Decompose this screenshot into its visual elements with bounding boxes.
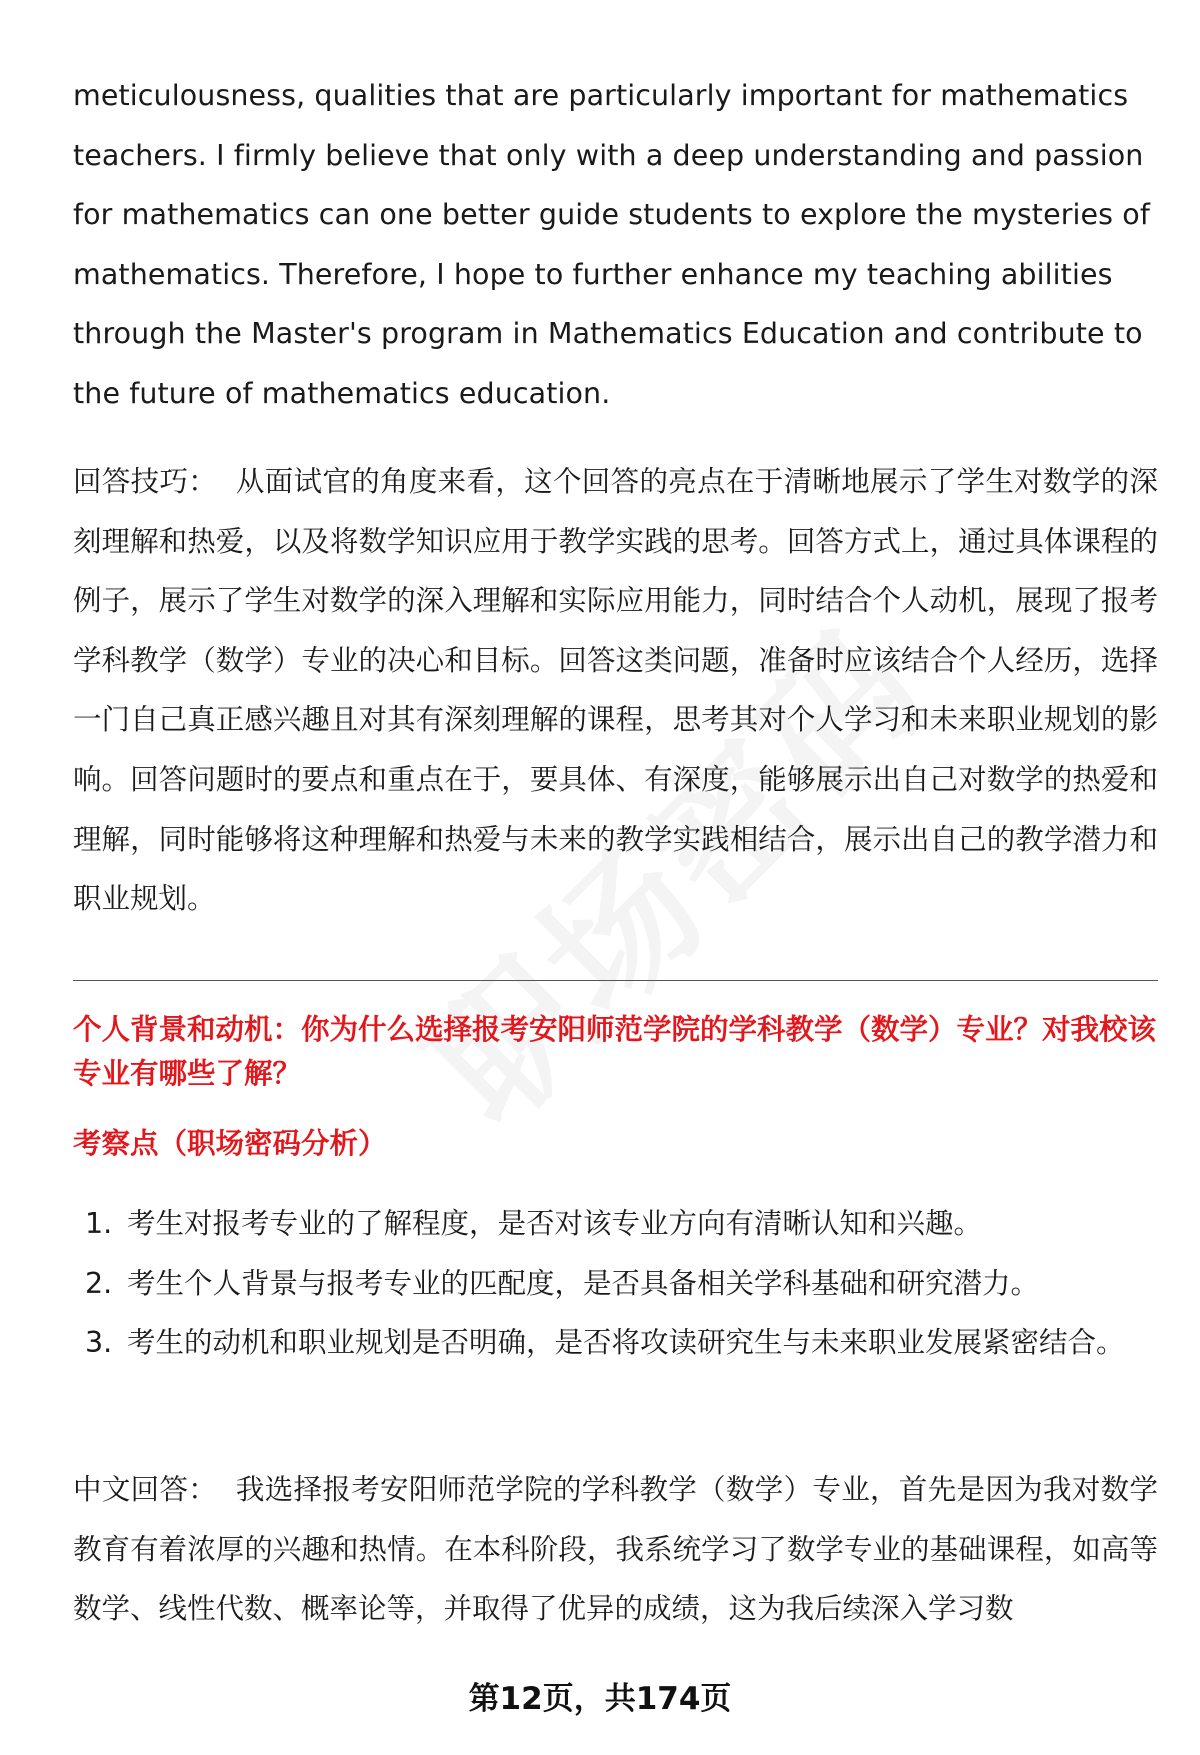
page-number-footer: 第12页，共174页 bbox=[468, 1681, 732, 1717]
list-item-number: 2. bbox=[85, 1266, 113, 1300]
interview-question-heading: 个人背景和动机：你为什么选择报考安阳师范学院的学科教学（数学）专业？对我校该专业有哪些了解？ bbox=[73, 1013, 1157, 1090]
answer-tip-text: 从面试官的角度来看，这个回答的亮点在于清晰地展示了学生对数学的深刻理解和热爱，以及将数学知识应用于教学实践的思考。回答方式上，通过具体课程的例子，展示了学生对数学的深入理解和实际应用能力，同时结合个人动机，展现了报考学科教学（数学）专业的决心和目标。回答这类问题，准备时应该结合个人经历，选择一门自己真正感兴趣且对其有深刻理解的课程，思考其对个人学习和未来职业规划的影响。回答问题时的要点和重点在于，要具体、有深度，能够展示出自己对数学的热爱和理解，同时能够将这种理解和热爱与未来的教学实践相结合，展示出自己的教学潜力和职业规划。 bbox=[73, 465, 1158, 916]
assessment-points-list bbox=[73, 1194, 1158, 1373]
list-item bbox=[73, 1194, 1158, 1254]
list-item-number: 1. bbox=[85, 1207, 113, 1240]
list-item-text: 考生对报考专业的了解程度，是否对该专业方向有清晰认知和兴趣。 bbox=[127, 1207, 983, 1240]
answer-tip-paragraph bbox=[73, 452, 1158, 929]
list-item bbox=[73, 1313, 1158, 1373]
answer-tip-label: 回答技巧： bbox=[73, 465, 218, 498]
english-answer-paragraph: meticulousness, qualities that are particularly important for mathematics teachers. I firmly believe that only with a deep understanding and passion for mathematics can one better guide students to explore the mysteries of mathematics. Therefore, I hope to further enhance my teaching abilities through the Master's program in Mathematics Education and contribute to the future of mathematics education. bbox=[73, 79, 1150, 410]
chinese-answer-paragraph bbox=[73, 1460, 1158, 1639]
list-item-number: 3. bbox=[85, 1326, 113, 1359]
chinese-answer-text: 我选择报考安阳师范学院的学科教学（数学）专业，首先是因为我对数学教育有着浓厚的兴趣和热情。在本科阶段，我系统学习了数学专业的基础课程，如高等数学、线性代数、概率论等，并取得了优异的成绩，这为我后续深入学习数 bbox=[73, 1473, 1158, 1625]
assessment-points-heading: 考察点（职场密码分析） bbox=[73, 1127, 387, 1160]
section-divider bbox=[73, 980, 1158, 981]
list-item-text: 考生的动机和职业规划是否明确，是否将攻读研究生与未来职业发展紧密结合。 bbox=[127, 1326, 1125, 1359]
list-item bbox=[73, 1254, 1158, 1314]
list-item-text: 考生个人背景与报考专业的匹配度，是否具备相关学科基础和研究潜力。 bbox=[127, 1266, 1040, 1300]
chinese-answer-label: 中文回答： bbox=[73, 1473, 218, 1506]
